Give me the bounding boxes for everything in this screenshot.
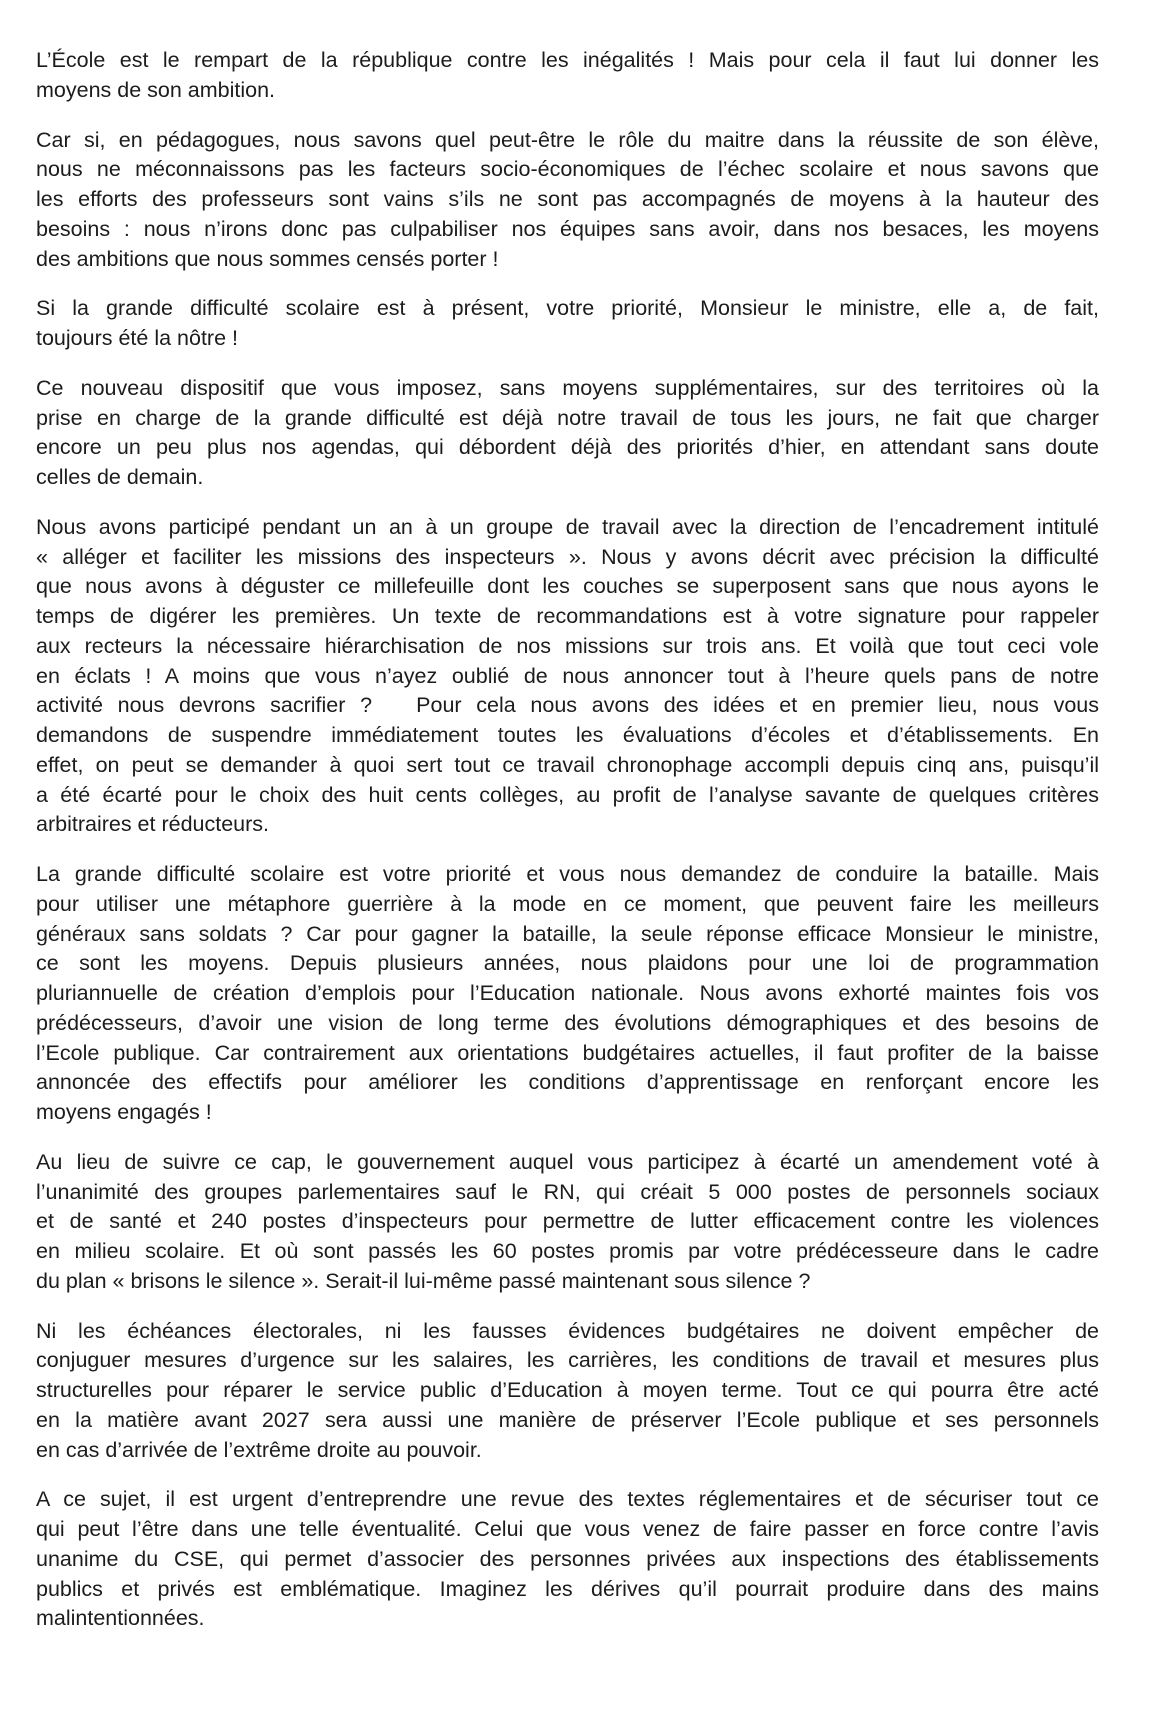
text-line: toujours été la nôtre ! — [36, 326, 238, 350]
text-line: activité nous devrons sacrifier ? Pour cela nous avons des idées et en premier lieu, nous vous — [36, 693, 1099, 718]
text-line: moyens de son ambition. — [36, 77, 276, 102]
text-line: Au lieu de suivre ce cap, le gouvernement auquel vous participez à écarté un amendement voté à — [36, 1149, 1099, 1174]
text-line: arbitraires et réducteurs. — [36, 812, 270, 837]
text-line: qui peut l’être dans une telle éventualité. Celui que vous venez de faire passer en force contre l’avis — [36, 1517, 1099, 1541]
text-line: et de santé et 240 postes d’inspecteurs pour permettre de lutter efficacement contre les violences — [36, 1209, 1099, 1234]
text-line: La grande difficulté scolaire est votre priorité et vous nous demandez de conduire la bataille. Mais — [36, 862, 1099, 886]
text-line: malintentionnées. — [36, 1606, 205, 1631]
text-line: « alléger et faciliter les missions des inspecteurs ». Nous y avons décrit avec précision la difficulté — [36, 544, 1099, 569]
text-line: encore un peu plus nos agendas, qui débordent déjà des priorités d’hier, en attendant sans doute — [36, 435, 1099, 460]
text-line: conjuguer mesures d’urgence sur les salaires, les carrières, les conditions de travail et mesures plus — [36, 1348, 1099, 1373]
text-line: besoins : nous n’irons donc pas culpabiliser nos équipes sans avoir, dans nos besaces, les moyens — [36, 216, 1099, 241]
document-body — [36, 46, 1099, 1654]
text-line: annoncée des effectifs pour améliorer les conditions d’apprentissage en renforçant encore les — [36, 1070, 1099, 1095]
text-line: du plan « brisons le silence ». Serait-il lui-même passé maintenant sous silence ? — [36, 1268, 811, 1293]
text-line: pluriannuelle de création d’emplois pour l’Education nationale. Nous avons exhorté maintes fois vos — [36, 981, 1099, 1005]
text-line: des ambitions que nous sommes censés porter ! — [36, 246, 499, 271]
text-line: nous ne méconnaissons pas les facteurs socio-économiques de l’échec scolaire et nous savons que — [36, 157, 1099, 182]
text-line: prise en charge de la grande difficulté est déjà notre travail de tous les jours, ne fait que charger — [36, 405, 1099, 430]
text-line: temps de digérer les premières. Un texte de recommandations est à votre signature pour rappeler — [36, 604, 1099, 628]
text-line: a été écarté pour le choix des huit cents collèges, au profit de l’analyse savante de quelques critères — [36, 782, 1099, 807]
text-line: Nous avons participé pendant un an à un groupe de travail avec la direction de l’encadrement intitulé — [36, 514, 1099, 539]
text-line: L’École est le rempart de la république contre les inégalités ! Mais pour cela il faut lui donner les — [36, 48, 1099, 72]
text-line: effet, on peut se demander à quoi sert tout ce travail chronophage accompli depuis cinq ans, puisqu’il — [36, 752, 1099, 777]
text-line: pour utiliser une métaphore guerrière à la mode en ce moment, que peuvent faire les meilleurs — [36, 891, 1099, 916]
text-line: publics et privés est emblématique. Imaginez les dérives qu’il pourrait produire dans des mains — [36, 1576, 1099, 1601]
text-line: en cas d’arrivée de l’extrême droite au pouvoir. — [36, 1437, 482, 1462]
text-line: ce sont les moyens. Depuis plusieurs années, nous plaidons pour une loi de programmation — [36, 951, 1099, 976]
paragraph-textes-reglementaires — [36, 1485, 1099, 1634]
text-line: moyens engagés ! — [36, 1100, 212, 1124]
text-line: aux recteurs la nécessaire hiérarchisation de nos missions sur trois ans. Et voilà que tout ceci vole — [36, 633, 1099, 658]
paragraph-priority — [36, 294, 1099, 354]
paragraph-pedagogues — [36, 126, 1099, 275]
text-line: en éclats ! A moins que vous n’ayez oublié de nous annoncer tout à l’heure quels pans de notre — [36, 663, 1099, 688]
text-line: en milieu scolaire. Et où sont passés les 60 postes promis par votre prédécesseure dans le cadre — [36, 1239, 1099, 1263]
text-line: celles de demain. — [36, 465, 204, 489]
text-line: l’Ecole publique. Car contrairement aux orientations budgétaires actuelles, il faut profiter de la baisse — [36, 1040, 1099, 1065]
text-line: Ni les échéances électorales, ni les fausses évidences budgétaires ne doivent empêcher de — [36, 1318, 1099, 1343]
paragraph-bataille — [36, 860, 1099, 1128]
text-line: demandons de suspendre immédiatement toutes les évaluations d’écoles et d’établissements. En — [36, 723, 1099, 747]
paragraph-amendement — [36, 1148, 1099, 1297]
text-line: que nous avons à déguster ce millefeuille dont les couches se superposent sans que nous ayons le — [36, 574, 1099, 599]
paragraph-echeances — [36, 1317, 1099, 1466]
text-line: généraux sans soldats ? Car pour gagner la bataille, la seule réponse efficace Monsieur le ministre, — [36, 921, 1099, 946]
paragraph-dispositif — [36, 374, 1099, 493]
text-line: Si la grande difficulté scolaire est à présent, votre priorité, Monsieur le ministre, elle a, de fait, — [36, 296, 1099, 321]
text-line: A ce sujet, il est urgent d’entreprendre une revue des textes réglementaires et de sécuriser tout ce — [36, 1487, 1099, 1512]
text-line: Car si, en pédagogues, nous savons quel peut-être le rôle du maitre dans la réussite de son élève, — [36, 127, 1099, 152]
text-line: structurelles pour réparer le service public d’Education à moyen terme. Tout ce qui pourra être acté — [36, 1378, 1099, 1402]
paragraph-intro — [36, 46, 1099, 106]
text-line: en la matière avant 2027 sera aussi une manière de préserver l’Ecole publique et ses personnels — [36, 1407, 1099, 1432]
text-line: unanime du CSE, qui permet d’associer des personnes privées aux inspections des établissements — [36, 1546, 1099, 1571]
text-line: l’unanimité des groupes parlementaires sauf le RN, qui créait 5 000 postes de personnels sociaux — [36, 1179, 1099, 1204]
text-line: Ce nouveau dispositif que vous imposez, sans moyens supplémentaires, sur des territoires où la — [36, 375, 1099, 400]
paragraph-groupe-travail — [36, 513, 1099, 840]
text-line: prédécesseurs, d’avoir une vision de long terme des évolutions démographiques et des besoins de — [36, 1010, 1099, 1035]
text-line: les efforts des professeurs sont vains s’ils ne sont pas accompagnés de moyens à la hauteur des — [36, 187, 1099, 211]
